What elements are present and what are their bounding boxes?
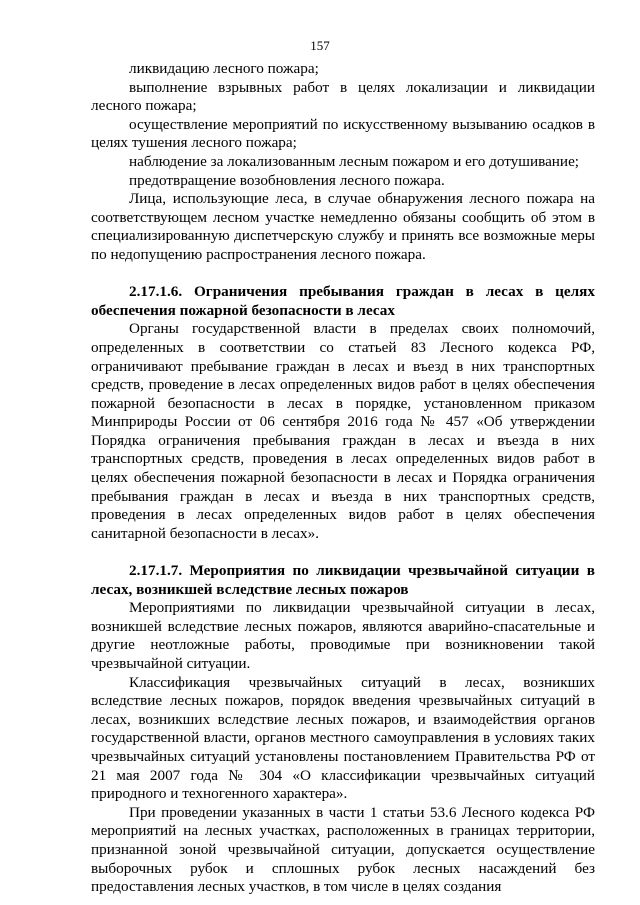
paragraph: Органы государственной власти в пределах своих полномочий, определенных в соответствии со статьей 83 Лесного кодекса РФ, ограничивают пребывание граждан в лесах и въезд в них транспортных средств, проведение в лесах определенных видов работ в целях обеспечения пожарной безопасности в лесах в порядке, установленном приказом Минприроды России от 06 сентября 2016 года № 457 «Об утверждении Порядка ограничения пребывания граждан в лесах и въезда в них транспортных средств, проведения в лесах определенных видов работ в целях обеспечения пожарной безопасности в лесах и Порядка ограничения пребывания граждан в лесах и въезда в них транспортных средств, проведения в лесах определенных видов работ в целях обеспечения санитарной безопасности в лесах». [91,320,595,542]
document-body [91,60,595,897]
paragraph: осуществление мероприятий по искусственному вызыванию осадков в целях тушения лесного пожара; [91,115,595,152]
paragraph: выполнение взрывных работ в целях локализации и ликвидации лесного пожара; [91,78,595,115]
section-heading: 2.17.1.7. Мероприятия по ликвидации чрезвычайной ситуации в лесах, возникшей вследствие лесных пожаров [91,562,595,598]
paragraph: Мероприятиями по ликвидации чрезвычайной ситуации в лесах, возникшей вследствие лесных пожаров, являются аварийно-спасательные и другие неотложные работы, проводимые при возникновении такой чрезвычайной ситуации. [91,599,595,672]
section-spacer [91,543,595,562]
page-number: 157 [310,38,330,53]
section-heading: 2.17.1.6. Ограничения пребывания граждан в лесах в целях обеспечения пожарной безопасности в лесах [91,283,595,319]
paragraph: ликвидацию лесного пожара; [129,60,319,77]
section-spacer [91,265,595,284]
paragraph: Классификация чрезвычайных ситуаций в лесах, возникших вследствие лесных пожаров, порядок введения чрезвычайных ситуаций в лесах, возникших вследствие лесных пожаров, и взаимодействия органов государственной власти, органов местного самоуправления в условиях таких чрезвычайных ситуаций установлены постановлением Правительства РФ от 21 мая 2007 года № 304 «О классификации чрезвычайных ситуаций природного и техногенного характера». [91,673,595,803]
paragraph: При проведении указанных в части 1 статьи 53.6 Лесного кодекса РФ мероприятий на лесных участках, расположенных в границах территории, признанной зоной чрезвычайной ситуации, допускается осуществление выборочных рубок и сплошных рубок лесных насаждений без предоставления лесных участков, в том числе в целях создания [91,803,595,896]
paragraph: Лица, использующие леса, в случае обнаружения лесного пожара на соответствующем лесном участке немедленно обязаны сообщить об этом в специализированную диспетчерскую службу и принять все возможные меры по недопущению распространения лесного пожара. [91,190,595,263]
paragraph: наблюдение за локализованным лесным пожаром и его дотушивание; [129,152,580,170]
paragraph: предотвращение возобновления лесного пожара. [129,171,445,189]
